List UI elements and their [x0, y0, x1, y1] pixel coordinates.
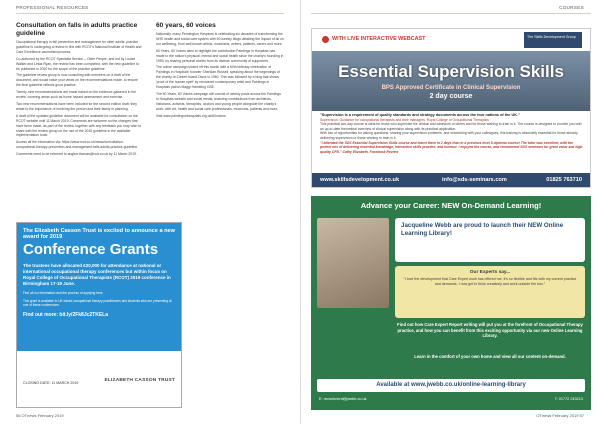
grant-closing-date: CLOSING DATE: 11 MARCH 2019 [23, 381, 79, 385]
article-title: Consultation on falls in adults practice guideline [16, 22, 138, 37]
ad-lead-source: Supervision: Guidance for occupational therapists and their managers, Royal College of Occupational Therapists [320, 117, 489, 122]
article-paragraph: 60 Years, 60 Voices aims to highlight the contribution Paintings in Hospitals has made to the nation's physical, mental and social health since the charity's founding in 1959, by sharing personal stories from its diverse community of supporters. [156, 48, 284, 63]
ad-body [320, 113, 584, 154]
grant-subtitle: The trustees have allocated £20,000 for attendance at national or international occupational therapy conferences but within focus on Royal College of Occupational Therapists (RCOT) 2019 conference in Birmingham 17-19 June. [23, 263, 171, 286]
grant-ad-banner [17, 223, 181, 351]
grant-link[interactable]: Find out more: bit.ly/2Fk8Jc2TKELa [23, 311, 109, 318]
care-ad-find-out: Find out how Care Expert Report writing will put you at the forefront of Occupational Therapy practice, and how you can benefit from this exciting opportunity via our new Online Learning Library. [397, 322, 583, 339]
supervision-skills-ad[interactable] [311, 28, 591, 188]
ad-hero [312, 51, 590, 111]
quote-text: "I love the development that Care Expert work has offered me, it's so flexible and fits with my current practice and demands. I now get to think creatively and work outside the box." [403, 277, 577, 286]
ad-testimonial: "I attended the SDS Essential Supervision Skills course and learnt there in 2 days than in a previous level 8 diploma course! The tutor was excellent, with the perfect mix of delivering essential knowledge, interactive skills practice, and humour. I enjoyed the course, and recommend SDS seminars for great value and high quality CPD." Cathy Elizabeth, Facebook Review [320, 140, 583, 154]
care-ad-learn: Learn in the comfort of your own home and view all our content on-demand. [414, 354, 566, 359]
ad-certificate: BPS Approved Certificate in Clinical Supervision [381, 85, 521, 91]
section-label: COURSES [559, 5, 584, 10]
article-paragraph: Twenty-nine recommendations are made based on the evidence gathered in the review, covering areas such as home hazard assessment and exercise. [16, 90, 137, 100]
care-expert-ad[interactable] [311, 196, 591, 410]
article-paragraph: Visit www.paintingsinhospitals.org.uk/60voices [156, 113, 226, 118]
ad-phone: 01825 763710 [546, 177, 582, 183]
ad-duration: 2 day course [429, 93, 473, 100]
care-ad-phone: T: 01772 243213 [554, 397, 583, 401]
care-ad-announcement: Jacqueline Webb are proud to launch their NEW Online Learning Library! [401, 222, 564, 237]
article-title: 60 years, 60 voices [156, 22, 216, 29]
article-60-voices [156, 22, 284, 121]
page-footer: OTnews February 2019 57 [536, 413, 584, 418]
casson-trust-logo: ELIZABETH CASSON TRUST [104, 378, 175, 383]
ad-top-band [312, 29, 590, 51]
ad-title: Essential Supervision Skills [338, 62, 564, 81]
header-rule [16, 13, 284, 14]
grant-detail: Find all our information and the process of applying here. [23, 291, 104, 295]
right-page [300, 0, 600, 424]
article-paragraph: A draft of the updated guideline document will be available for consultation on the RCOT website until 11 March 2019. Comments are welcome on the changes that have been made, as part of the review, together with any feedback you may wish to share with the review group on the use of the 2015 guideline in the available implementation tools. [16, 113, 142, 138]
grant-kicker: The Elizabeth Casson Trust is excited to announce a new award for 2019 [23, 228, 175, 240]
article-paragraph: Occupational therapy in fall prevention and management for older adults: practice guideline is undergoing a review in line with RCOT's National Institute of Health and Care Excellence-accredited process. [16, 40, 142, 54]
article-paragraph: Two new recommendations have been included for the second edition draft; they relate to the importance of involving the person and their family in planning. [16, 101, 138, 111]
header-rule [311, 13, 591, 14]
care-ad-title: Advance your Career: NEW On-Demand Learning! [360, 201, 542, 210]
article-paragraph: The 60 Years, 60 Voices campaign will consist of weekly posts across the Paintings in Hospitals website and social media, featuring contributions from architects, historians, activists, therapists, doctors and young people alongside the charity's work, with art, health and social care professionals, museums, patients and more. [156, 91, 281, 111]
ad-website-link[interactable]: www.skillsdevelopment.co.uk [320, 177, 400, 183]
care-ad-url-link[interactable]: Available at www.jwebb.co.uk/online-learning-library [317, 379, 585, 392]
article-paragraph: Comments need to be returned to anglea.thomas@rcot.co.uk by 11 March 2019. [16, 152, 137, 157]
ad-email-link[interactable]: info@sds-seminars.com [442, 177, 507, 183]
sds-logo: The Skills Development Group [524, 32, 582, 48]
article-paragraph: The online campaign kicked off this month with a 60th birthday celebration of Paintings in Hospitals' founder Sheridan Russell, speaking about the beginnings of the charity on Desert Island Discs in 1960. This was followed by a blog that shows 'proof of the human spirit' by renowned contemporary artist and Paintings in Hospitals patron Maggi Hambling CBE. [156, 65, 280, 90]
article-falls [16, 22, 142, 159]
conference-grants-ad[interactable] [16, 222, 182, 408]
grant-ad-footer [17, 351, 181, 407]
care-ad-panel [395, 218, 585, 262]
ad-description: This practical two-day course is ideal for those who supervise the clinical and casework of others and for those wishing to train in it. The course is designed to provide you with an up-to-date theoretical overview of clinical supervision along with its practical application. [320, 122, 582, 131]
grant-detail: This grant is available to UK based occupational therapy practitioners and students who are presenting at one of these conferences. [23, 298, 172, 308]
article-paragraph: Access all the information via: https://www.rcot.co.uk/news/consultation-occupational-therapy-prevention-and-management-falls-adults-practice-guideline. [16, 140, 139, 150]
ad-contact-bar [312, 173, 590, 187]
webcast-label: WITH LIVE INTERACTIVE WEBCAST [332, 36, 426, 42]
ad-description: With lots of opportunities for asking questions, sharing your supervision problems, and networking with your colleagues, this training is absolutely essential for those already delivering supervision or those wishing to train in it. [320, 131, 578, 140]
section-label: PROFESSIONAL RESOURCES [16, 5, 89, 10]
quote-heading: Our Experts say... [469, 270, 511, 275]
article-paragraph: Nationally, many Pennington Hospices is celebrating six decades of transforming the NHS health and social care system with 60 weekly blogs detailing the impact of all on our wellbeing, from well-known artists, musicians, writers, patients, carers and more. [156, 32, 284, 46]
grant-title: Conference Grants [23, 241, 159, 258]
webcast-dot-icon [322, 36, 329, 43]
ad-lead-quote: "Supervision is a requirement of quality standards and strategy documents across the four nations of the UK." [320, 113, 520, 117]
care-ad-quote-box [395, 266, 585, 318]
article-paragraph: Co-authored by the RCOT Specialist Section – Older People, and led by Louise Walker and Linda Ryan, the review has been completed, with the new guideline to be published in 2020 for the scope of the practice guideline. [16, 56, 139, 71]
presenter-photo [317, 218, 389, 308]
article-paragraph: The guideline review group is now consulting with members on a draft of the document, and would value your views on the recommendations made, to ensure the final guideline reflects good practice. [16, 73, 138, 88]
page-footer: 56 OTnews February 2019 [16, 413, 64, 418]
care-ad-email[interactable]: E: recruitment@jwebb.co.uk [319, 397, 367, 401]
